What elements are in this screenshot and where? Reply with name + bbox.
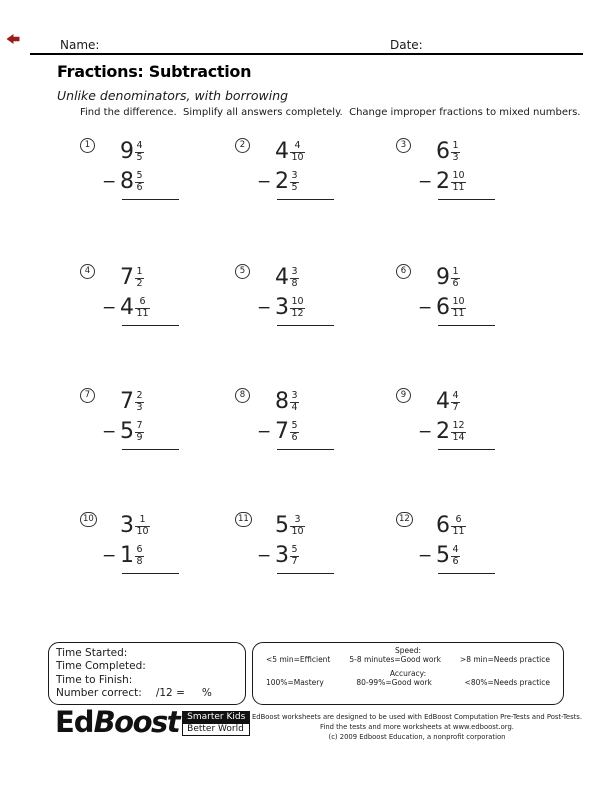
- minus-sign: −: [257, 298, 272, 318]
- problem-work-area: [102, 263, 225, 326]
- fraction-numerator: 1: [452, 265, 459, 277]
- fraction-numerator: 6: [139, 295, 146, 307]
- fraction-denominator: 2: [136, 277, 143, 289]
- fraction-denominator: 6: [291, 431, 298, 443]
- problem-number-badge: 6: [396, 264, 411, 279]
- subtrahend-whole: 5: [120, 419, 134, 444]
- subtrahend-fraction: [135, 171, 144, 194]
- fraction-denominator: 11: [452, 181, 465, 193]
- fine-print: [250, 713, 584, 743]
- minus-sign: −: [102, 172, 117, 192]
- fraction-numerator: 3: [291, 389, 298, 401]
- problem-number-badge: 7: [80, 388, 95, 403]
- fine-print-line: (c) 2009 Edboost Education, a nonprofit corporation: [328, 732, 506, 741]
- minuend-whole: 6: [436, 513, 450, 538]
- minuend-fraction: [135, 267, 144, 290]
- minuend-row: [102, 387, 225, 417]
- fraction-denominator: 14: [452, 431, 465, 443]
- problem: [396, 263, 541, 349]
- minus-sign: −: [418, 546, 433, 566]
- problem-work-area: [102, 387, 225, 450]
- fraction-numerator: 5: [291, 543, 298, 555]
- fraction-denominator: 5: [291, 181, 298, 193]
- minuend-fraction: [135, 515, 150, 538]
- subtrahend-row: [257, 293, 380, 323]
- answer-line: [277, 199, 334, 200]
- problem-number-badge: 12: [396, 512, 413, 527]
- subtrahend-fraction: [451, 297, 466, 320]
- problem: [396, 511, 541, 597]
- minuend-fraction: [451, 391, 460, 414]
- fraction-numerator: 3: [291, 169, 298, 181]
- tagline-smarter-kids: Smarter Kids: [182, 711, 250, 723]
- subtrahend-whole: 8: [120, 169, 134, 194]
- rubric-item: <80%=Needs practice: [464, 678, 550, 687]
- fraction-denominator: 10: [136, 525, 149, 537]
- fraction-denominator: 11: [136, 307, 149, 319]
- subtrahend-row: [418, 417, 541, 447]
- minus-sign: −: [257, 172, 272, 192]
- fraction-numerator: 2: [136, 389, 143, 401]
- problem-number-badge: 10: [80, 512, 97, 527]
- minus-sign: −: [257, 546, 272, 566]
- answer-line: [438, 199, 495, 200]
- minuend-whole: 3: [120, 513, 134, 538]
- out-of-12-label: /12 =: [155, 687, 185, 700]
- problem: [80, 387, 225, 473]
- rubric-item: 80-99%=Good work: [356, 678, 432, 687]
- fraction-denominator: 10: [291, 525, 304, 537]
- problem-number-badge: 11: [235, 512, 252, 527]
- subtrahend-fraction: [451, 545, 460, 568]
- fraction-denominator: 11: [452, 307, 465, 319]
- fraction-numerator: 7: [136, 419, 143, 431]
- name-label: Name:: [60, 38, 100, 52]
- problem: [235, 137, 380, 223]
- fraction-denominator: 3: [136, 401, 143, 413]
- fraction-denominator: 9: [136, 431, 143, 443]
- answer-line: [438, 449, 495, 450]
- page-title: Fractions: Subtraction: [57, 62, 252, 81]
- fraction-denominator: 8: [291, 277, 298, 289]
- subtrahend-whole: 2: [436, 419, 450, 444]
- fraction-numerator: 3: [294, 513, 301, 525]
- fine-print-line: EdBoost worksheets are designed to be used with EdBoost Computation Pre-Tests and Post-Tests.: [252, 713, 582, 721]
- minuend-whole: 7: [120, 389, 134, 414]
- subtrahend-fraction: [135, 545, 144, 568]
- logo-taglines: [182, 711, 250, 736]
- subtrahend-whole: 6: [436, 295, 450, 320]
- subtrahend-row: [257, 541, 380, 571]
- fraction-numerator: 5: [291, 419, 298, 431]
- problem-work-area: [257, 137, 380, 200]
- edboost-logo: [55, 705, 250, 739]
- fraction-numerator: 10: [452, 295, 465, 307]
- percent-sign: %: [201, 687, 212, 700]
- problem: [80, 511, 225, 597]
- problem: [235, 387, 380, 473]
- fraction-numerator: 10: [452, 169, 465, 181]
- rubric-item: >8 min=Needs practice: [459, 655, 550, 664]
- minuend-whole: 7: [120, 265, 134, 290]
- fraction-denominator: 4: [291, 401, 298, 413]
- fraction-numerator: 4: [452, 543, 459, 555]
- minuend-row: [418, 511, 541, 541]
- minuend-fraction: [135, 141, 144, 164]
- minuend-fraction: [451, 141, 460, 164]
- instructions-text: Find the difference. Simplify all answers completely. Change improper fractions to mixed numbers.: [80, 107, 581, 118]
- fraction-denominator: 7: [452, 401, 459, 413]
- minuend-fraction: [290, 515, 305, 538]
- problem: [396, 387, 541, 473]
- time-to-finish-label: Time to Finish:: [56, 673, 133, 686]
- minuend-whole: 4: [275, 265, 289, 290]
- subtrahend-row: [102, 417, 225, 447]
- fraction-denominator: 6: [452, 277, 459, 289]
- fraction-denominator: 12: [291, 307, 304, 319]
- fraction-denominator: 8: [136, 555, 143, 567]
- subtrahend-row: [102, 293, 225, 323]
- fraction-numerator: 5: [136, 169, 143, 181]
- subtrahend-fraction: [451, 421, 466, 444]
- answer-line: [277, 325, 334, 326]
- problem-number-badge: 9: [396, 388, 411, 403]
- minuend-row: [418, 387, 541, 417]
- minus-sign: −: [418, 422, 433, 442]
- problem-number-badge: 2: [235, 138, 250, 153]
- fraction-numerator: 6: [455, 513, 462, 525]
- problem: [235, 263, 380, 349]
- date-label: Date:: [390, 38, 423, 52]
- subtrahend-whole: 1: [120, 543, 134, 568]
- problem-number-badge: 1: [80, 138, 95, 153]
- number-correct-line: [56, 687, 238, 700]
- problem: [396, 137, 541, 223]
- accuracy-row: [266, 678, 550, 687]
- logo-ed-text: Ed: [55, 705, 94, 739]
- problem-number-badge: 8: [235, 388, 250, 403]
- fraction-numerator: 3: [291, 265, 298, 277]
- problem: [235, 511, 380, 597]
- minus-sign: −: [102, 546, 117, 566]
- fraction-numerator: 1: [452, 139, 459, 151]
- rubric-item: <5 min=Efficient: [266, 655, 331, 664]
- subtrahend-whole: 3: [275, 543, 289, 568]
- fraction-denominator: 7: [291, 555, 298, 567]
- minuend-fraction: [290, 141, 305, 164]
- problem-work-area: [257, 511, 380, 574]
- minuend-whole: 4: [275, 139, 289, 164]
- time-started-label: Time Started:: [56, 647, 128, 659]
- fraction-denominator: 5: [136, 151, 143, 163]
- minus-sign: −: [418, 298, 433, 318]
- minus-sign: −: [102, 422, 117, 442]
- fraction-numerator: 1: [136, 265, 143, 277]
- minus-sign: −: [102, 298, 117, 318]
- fine-print-line: Find the tests and more worksheets at www.edboost.org.: [320, 722, 514, 731]
- fraction-denominator: 6: [452, 555, 459, 567]
- rubric-item: 5-8 minutes=Good work: [349, 655, 441, 664]
- problem: [80, 137, 225, 223]
- answer-line: [122, 573, 179, 574]
- problem-work-area: [257, 263, 380, 326]
- subtrahend-row: [418, 293, 541, 323]
- answer-line: [122, 449, 179, 450]
- fraction-numerator: 4: [294, 139, 301, 151]
- minus-sign: −: [418, 172, 433, 192]
- rubric-item: 100%=Mastery: [266, 678, 324, 687]
- minuend-fraction: [135, 391, 144, 414]
- fraction-numerator: 4: [452, 389, 459, 401]
- subtrahend-fraction: [290, 297, 305, 320]
- problem-number-badge: 4: [80, 264, 95, 279]
- logo-boost-text: Boost: [93, 705, 180, 739]
- problem-work-area: [418, 263, 541, 326]
- subtrahend-row: [418, 541, 541, 571]
- problem-number-badge: 3: [396, 138, 411, 153]
- answer-line: [122, 199, 179, 200]
- minus-sign: −: [257, 422, 272, 442]
- fraction-denominator: 11: [452, 525, 465, 537]
- minuend-row: [102, 511, 225, 541]
- speed-row: [266, 655, 550, 664]
- answer-line: [122, 325, 179, 326]
- speed-header: Speed:: [394, 646, 422, 655]
- tagline-better-world: Better World: [182, 723, 250, 736]
- problem-number-badge: 5: [235, 264, 250, 279]
- minuend-row: [418, 137, 541, 167]
- subtrahend-row: [418, 167, 541, 197]
- subtrahend-fraction: [290, 171, 299, 194]
- problem-work-area: [257, 387, 380, 450]
- subtrahend-whole: 2: [436, 169, 450, 194]
- minuend-row: [102, 137, 225, 167]
- fraction-numerator: 6: [136, 543, 143, 555]
- subtrahend-whole: 2: [275, 169, 289, 194]
- subtrahend-whole: 3: [275, 295, 289, 320]
- minuend-row: [257, 511, 380, 541]
- page-subtitle: Unlike denominators, with borrowing: [57, 88, 289, 103]
- minuend-fraction: [290, 391, 299, 414]
- fraction-denominator: 10: [291, 151, 304, 163]
- number-correct-label: Number correct:: [56, 687, 142, 700]
- answer-line: [438, 573, 495, 574]
- problem-work-area: [418, 137, 541, 200]
- answer-line: [277, 573, 334, 574]
- subtrahend-fraction: [451, 171, 466, 194]
- minuend-whole: 9: [120, 139, 134, 164]
- subtrahend-fraction: [290, 421, 299, 444]
- minuend-whole: 6: [436, 139, 450, 164]
- subtrahend-row: [257, 417, 380, 447]
- fraction-numerator: 1: [139, 513, 146, 525]
- minuend-row: [257, 263, 380, 293]
- minuend-whole: 5: [275, 513, 289, 538]
- subtrahend-fraction: [135, 421, 144, 444]
- subtrahend-fraction: [135, 297, 150, 320]
- subtrahend-row: [102, 541, 225, 571]
- accuracy-header: Accuracy:: [389, 669, 427, 678]
- problem-work-area: [102, 137, 225, 200]
- minuend-fraction: [451, 267, 460, 290]
- fraction-numerator: 12: [452, 419, 465, 431]
- fraction-denominator: 6: [136, 181, 143, 193]
- minuend-row: [257, 387, 380, 417]
- answer-line: [438, 325, 495, 326]
- minuend-whole: 8: [275, 389, 289, 414]
- problem-work-area: [418, 387, 541, 450]
- minuend-fraction: [451, 515, 466, 538]
- speed-rubric: [266, 646, 550, 664]
- minuend-row: [102, 263, 225, 293]
- minuend-fraction: [290, 267, 299, 290]
- fraction-numerator: 10: [291, 295, 304, 307]
- minuend-whole: 9: [436, 265, 450, 290]
- accuracy-rubric: [266, 669, 550, 687]
- problem: [80, 263, 225, 349]
- fraction-numerator: 4: [136, 139, 143, 151]
- subtrahend-whole: 5: [436, 543, 450, 568]
- subtrahend-whole: 4: [120, 295, 134, 320]
- minuend-whole: 4: [436, 389, 450, 414]
- minuend-row: [257, 137, 380, 167]
- subtrahend-row: [102, 167, 225, 197]
- subtrahend-row: [257, 167, 380, 197]
- answer-line: [277, 449, 334, 450]
- problem-work-area: [418, 511, 541, 574]
- subtrahend-whole: 7: [275, 419, 289, 444]
- fraction-denominator: 3: [452, 151, 459, 163]
- problem-work-area: [102, 511, 225, 574]
- scoring-box: [48, 642, 246, 705]
- rubric-box: [252, 642, 564, 705]
- time-completed-label: Time Completed:: [56, 660, 146, 673]
- subtrahend-fraction: [290, 545, 299, 568]
- minuend-row: [418, 263, 541, 293]
